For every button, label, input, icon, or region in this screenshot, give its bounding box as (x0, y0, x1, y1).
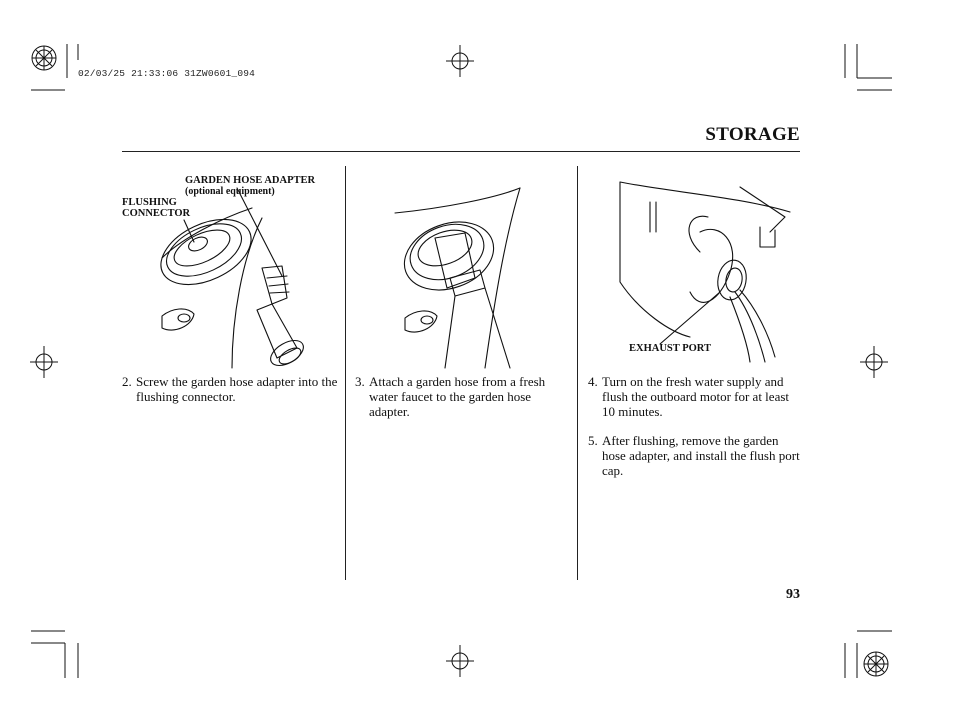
step-5-text: After flushing, remove the garden hose adapter, and install the flush port cap. (602, 433, 800, 478)
step-3-number: 3. (355, 374, 365, 389)
callout-adapter-title: GARDEN HOSE ADAPTER (185, 175, 316, 186)
callout-connector-line2: CONNECTOR (122, 208, 191, 219)
step-2-text: Screw the garden hose adapter into the flushing connector. (136, 374, 338, 404)
step-2-number: 2. (122, 374, 132, 389)
section-title: STORAGE (705, 124, 800, 145)
registration-sunburst-bottom-right (864, 652, 888, 676)
callout-connector-line1: FLUSHING (122, 197, 177, 208)
figure-outboard-flushing (590, 172, 800, 362)
step-4 (588, 374, 804, 419)
callout-garden-hose-adapter (185, 175, 315, 197)
registration-sunburst-top-left (32, 46, 56, 70)
step-3-text: Attach a garden hose from a fresh water faucet to the garden hose adapter. (369, 374, 546, 419)
registration-crosshair-bottom (446, 645, 474, 677)
step-5 (588, 433, 804, 478)
column-divider-2 (577, 166, 578, 580)
callout-adapter-sub: (optional equipment) (185, 186, 275, 197)
page-number: 93 (786, 587, 800, 602)
registration-crosshair-left (30, 346, 58, 378)
step-3 (355, 374, 571, 419)
column-divider-1 (345, 166, 346, 580)
registration-crosshair-top (446, 45, 474, 77)
step-4-number: 4. (588, 374, 598, 389)
step-2 (122, 374, 338, 404)
registration-crosshair-right (860, 346, 888, 378)
figure-hose-attached (355, 168, 575, 368)
step-4-text: Turn on the fresh water supply and flush the outboard motor for at least 10 minutes. (602, 374, 790, 419)
header-rule (122, 151, 800, 152)
step-5-number: 5. (588, 433, 598, 448)
callout-exhaust-port: EXHAUST PORT (629, 343, 711, 354)
print-timestamp: 02/03/25 21:33:06 31ZW0601_094 (78, 68, 256, 79)
callout-flushing-connector (122, 197, 190, 219)
